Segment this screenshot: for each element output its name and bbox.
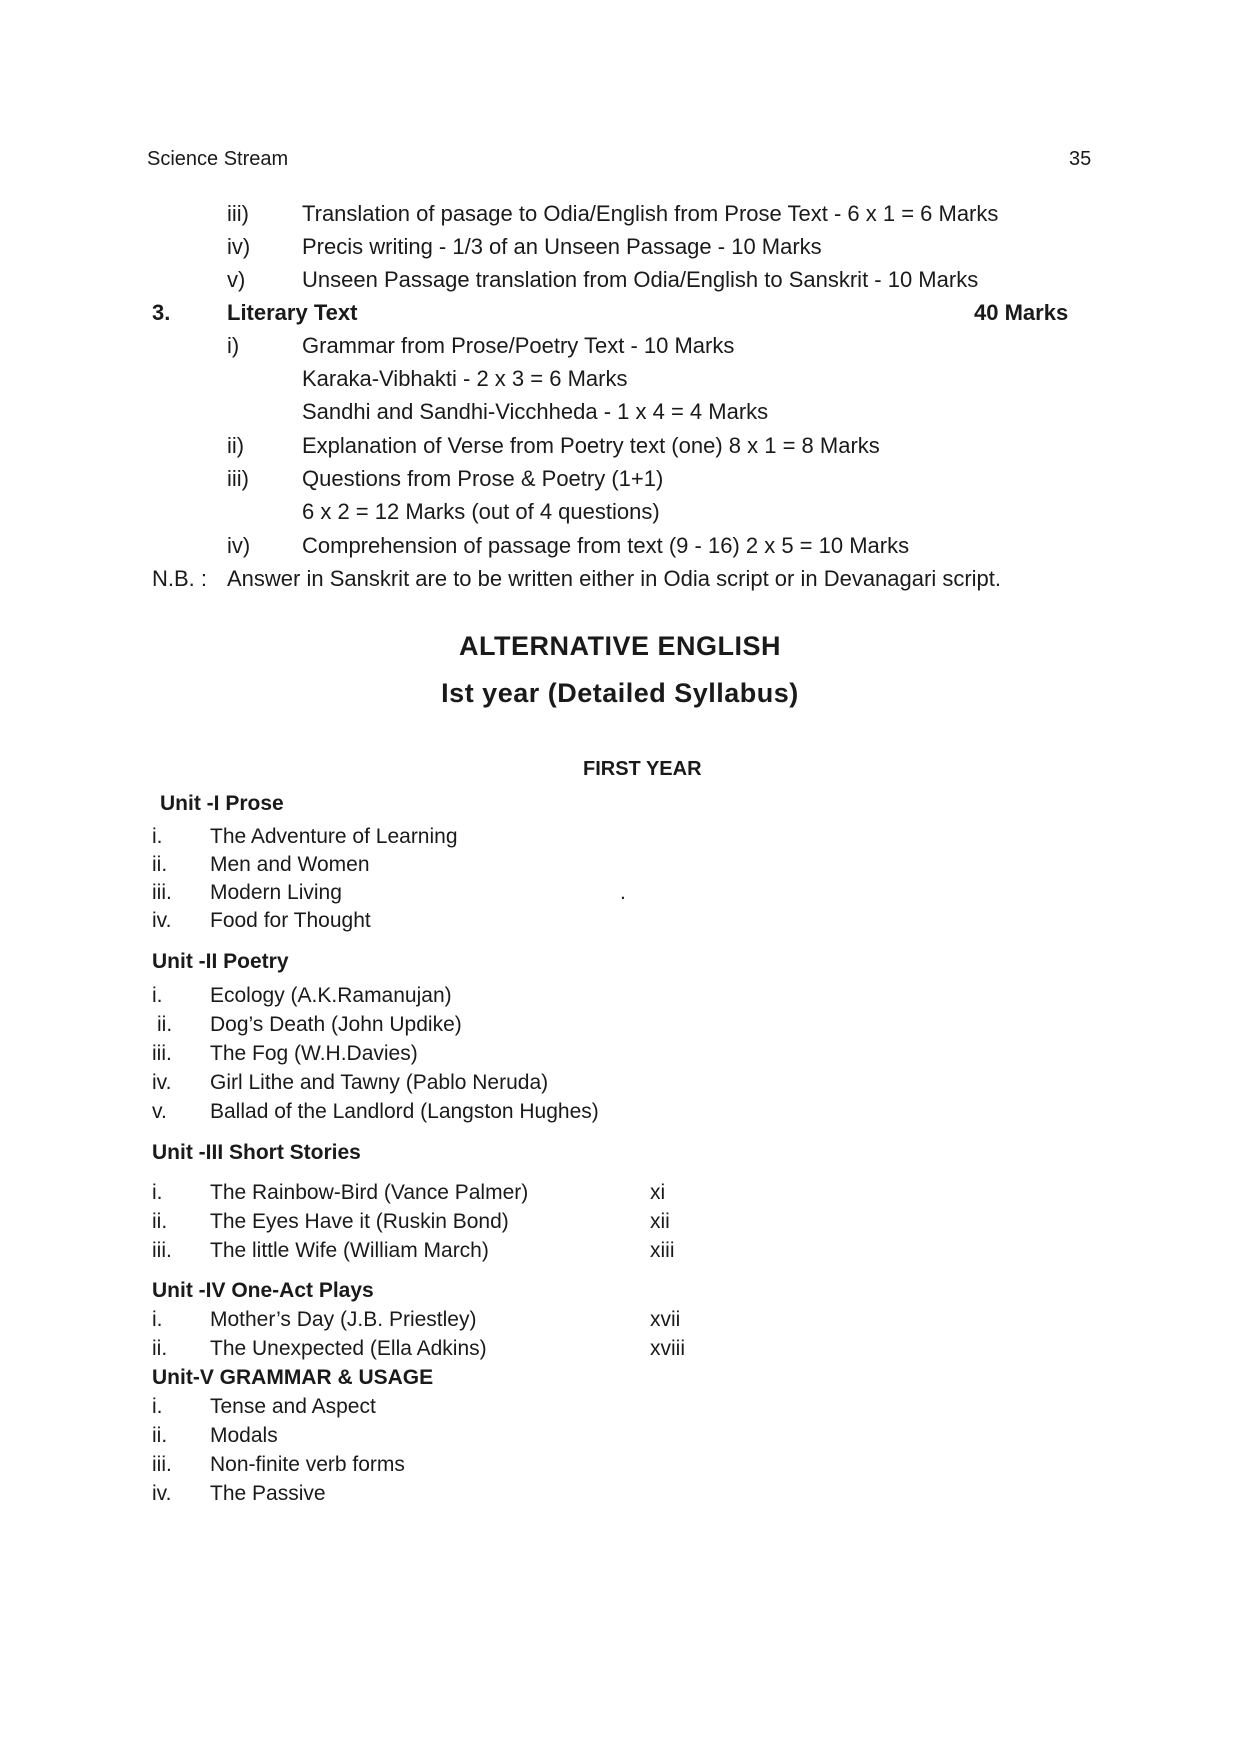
list-item: Dog’s Death (John Updike) — [210, 1013, 462, 1036]
list-number: i. — [152, 1181, 163, 1204]
item-text: 6 x 2 = 12 Marks (out of 4 questions) — [302, 499, 660, 524]
page-subtitle: Ist year (Detailed Syllabus) — [441, 678, 799, 708]
list-number: ii. — [152, 853, 168, 876]
list-item: Food for Thought — [210, 909, 371, 932]
list-number: i. — [152, 825, 163, 848]
item-number: v) — [227, 267, 246, 292]
item-text: Precis writing - 1/3 of an Unseen Passage - 10 Marks — [302, 234, 822, 259]
list-number: iv. — [152, 1482, 172, 1505]
list-item: Ecology (A.K.Ramanujan) — [210, 984, 452, 1007]
item-number: iv) — [227, 234, 251, 259]
page-number: 35 — [1069, 148, 1092, 170]
item-text: Translation of pasage to Odia/English from Prose Text - 6 x 1 = 6 Marks — [302, 201, 999, 226]
year-heading: FIRST YEAR — [583, 758, 702, 780]
list-item-ref: xii — [650, 1210, 670, 1233]
nb-text: Answer in Sanskrit are to be written either in Odia script or in Devanagari script. — [227, 566, 1001, 591]
list-item: The Passive — [210, 1482, 326, 1505]
list-number: ii. — [152, 1337, 168, 1360]
list-item: The Adventure of Learning — [210, 825, 458, 848]
section-title: Literary Text — [227, 300, 358, 325]
item-number: iv) — [227, 533, 251, 558]
item-text: Unseen Passage translation from Odia/English to Sanskrit - 10 Marks — [302, 267, 979, 292]
list-number: iv. — [152, 1071, 172, 1094]
item-text: Grammar from Prose/Poetry Text - 10 Marks — [302, 333, 735, 358]
list-item: Tense and Aspect — [210, 1395, 376, 1418]
list-item-ref: xi — [650, 1181, 666, 1204]
section-number: 3. — [152, 300, 171, 325]
list-item: Modern Living — [210, 881, 342, 904]
item-text: Karaka-Vibhakti - 2 x 3 = 6 Marks — [302, 366, 628, 391]
list-number: v. — [152, 1100, 167, 1123]
item-text: Sandhi and Sandhi-Vicchheda - 1 x 4 = 4 Marks — [302, 399, 769, 424]
list-item-ref: xviii — [650, 1337, 685, 1360]
list-item: The Unexpected (Ella Adkins) — [210, 1337, 487, 1360]
list-item: The Rainbow-Bird (Vance Palmer) — [210, 1181, 529, 1204]
list-item: Girl Lithe and Tawny (Pablo Neruda) — [210, 1071, 549, 1094]
stray-mark: . — [620, 881, 626, 904]
item-text: Explanation of Verse from Poetry text (one) 8 x 1 = 8 Marks — [302, 433, 880, 458]
list-item: Non-finite verb forms — [210, 1453, 405, 1476]
nb-label: N.B. : — [152, 566, 208, 591]
list-item-ref: xiii — [650, 1239, 675, 1262]
list-number: iii. — [152, 1239, 172, 1262]
list-number: iv. — [152, 909, 172, 932]
item-text: Questions from Prose & Poetry (1+1) — [302, 466, 664, 491]
list-item: The little Wife (William March) — [210, 1239, 489, 1262]
list-item: Ballad of the Landlord (Langston Hughes) — [210, 1100, 599, 1123]
item-text: Comprehension of passage from text (9 - 16) 2 x 5 = 10 Marks — [302, 533, 910, 558]
list-number: i. — [152, 1308, 163, 1331]
item-number: iii) — [227, 466, 249, 491]
list-number: ii. — [152, 1210, 168, 1233]
list-number: iii. — [152, 881, 172, 904]
list-number: ii. — [157, 1013, 173, 1036]
unit-heading: Unit-V GRAMMAR & USAGE — [152, 1366, 434, 1389]
section-marks: 40 Marks — [974, 300, 1069, 325]
unit-heading: Unit -III Short Stories — [152, 1141, 361, 1164]
unit-heading: Unit -IV One-Act Plays — [152, 1279, 374, 1302]
unit-heading: Unit -I Prose — [160, 792, 284, 815]
list-item: Men and Women — [210, 853, 370, 876]
list-item-ref: xvii — [650, 1308, 681, 1331]
list-number: i. — [152, 1395, 163, 1418]
item-number: ii) — [227, 433, 245, 458]
list-number: iii. — [152, 1042, 172, 1065]
running-header: Science Stream — [147, 148, 289, 170]
list-number: i. — [152, 984, 163, 1007]
page-title: ALTERNATIVE ENGLISH — [458, 631, 781, 661]
item-number: iii) — [227, 201, 249, 226]
list-number: iii. — [152, 1453, 172, 1476]
list-item: The Eyes Have it (Ruskin Bond) — [210, 1210, 509, 1233]
unit-heading: Unit -II Poetry — [152, 950, 289, 973]
list-item: Modals — [210, 1424, 278, 1447]
item-number: i) — [227, 333, 240, 358]
list-item: Mother’s Day (J.B. Priestley) — [210, 1308, 477, 1331]
list-number: ii. — [152, 1424, 168, 1447]
list-item: The Fog (W.H.Davies) — [210, 1042, 418, 1065]
